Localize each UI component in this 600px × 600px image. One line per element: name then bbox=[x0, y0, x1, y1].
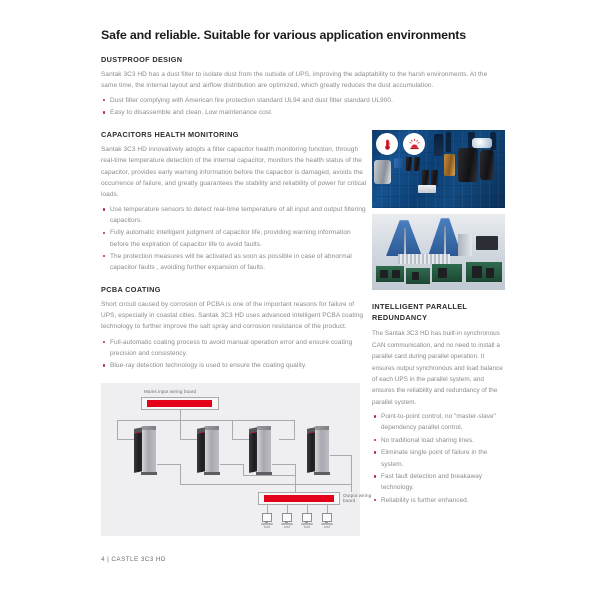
diagram-connector bbox=[267, 505, 268, 513]
diagram-connector bbox=[243, 464, 244, 475]
diagram-connector bbox=[157, 464, 181, 465]
page-title: Safe and reliable. Suitable for various application environments bbox=[101, 28, 466, 42]
section-heading-parallel bbox=[372, 302, 505, 323]
ups-unit bbox=[197, 427, 220, 473]
section-heading-parallel-line1: INTELLIGENT PARALLEL bbox=[372, 302, 468, 312]
heatsink-board-photo bbox=[372, 214, 505, 290]
list-item: The protection measures will be activated as soon as possible in case of abnormal capacitor faults , avoiding further expansion of faults. bbox=[101, 251, 368, 273]
load-label: load bbox=[263, 524, 271, 529]
ups-base bbox=[314, 472, 330, 475]
mains-input-bus-bar bbox=[147, 400, 212, 407]
ups-front-panel bbox=[205, 427, 219, 472]
load-monitor-screen bbox=[262, 513, 272, 522]
diagram-label-output-line1: Output wiring bbox=[343, 493, 372, 499]
list-item: Use temperature sensors to detect real-time temperature of all input and output filtering capacitors. bbox=[101, 204, 368, 226]
pcb-component bbox=[406, 157, 412, 171]
pcb-chip bbox=[486, 268, 494, 278]
ups-unit bbox=[249, 427, 272, 473]
diagram-connector bbox=[327, 505, 328, 513]
diagram-connector bbox=[272, 464, 296, 465]
list-item: Fast fault detection and breakaway technology. bbox=[372, 471, 505, 494]
section-capacitors-health-monitoring bbox=[101, 130, 368, 273]
capacitor-board-photo bbox=[372, 130, 505, 208]
bullet-list-pcba bbox=[101, 337, 368, 372]
page-footer: 4 | CASTLE 3C3 HD bbox=[101, 556, 166, 563]
load-label: load bbox=[283, 524, 291, 529]
bullet-list-parallel bbox=[372, 411, 505, 506]
load-label: load bbox=[303, 524, 311, 529]
list-item: Easy to disassemble and clean. Low maintenance cost. bbox=[101, 107, 505, 118]
page-content bbox=[101, 28, 505, 536]
diagram-connector bbox=[232, 420, 233, 440]
list-item: Eliminate single point of failure in the system. bbox=[372, 447, 505, 470]
diagram-connector bbox=[180, 420, 181, 440]
diagram-connector bbox=[287, 505, 288, 513]
pcb-component bbox=[394, 158, 403, 168]
section-paragraph-dustproof: Santak 3C3 HD has a dust filter to isolate dust from the outside of UPS, improving the adaptability to the harsh environments. At the same time, the internal layout and airflow distribution are optimized, which greatly reduces the dust accumulation. bbox=[101, 70, 488, 89]
load-monitor-screen bbox=[322, 513, 332, 522]
section-paragraph-capacitors: Santak 3C3 HD innovatively adopts a filter capacitor health monitoring function, through real-time temperature detection of the internal capacitor, monitors the health status of the capacitor, provides early warning information before the capacitor is damaged, avoids the occurrence of failure, and greatly guarantees the stability and reliability of power for critical loads. bbox=[101, 146, 367, 198]
ups-top-cap bbox=[205, 426, 219, 430]
list-item: Fully automatic intelligent judgment of capacitor life, providing warning information before the expiration of capacitor life to avoid faults. bbox=[101, 227, 368, 249]
diagram-connector bbox=[243, 475, 296, 476]
ups-base bbox=[204, 472, 220, 475]
parallel-redundancy-diagram bbox=[101, 383, 372, 536]
pcb-board bbox=[432, 264, 462, 282]
heatsink-fin bbox=[444, 226, 446, 254]
diagram-connector bbox=[117, 420, 118, 440]
bullet-list-capacitors bbox=[101, 204, 368, 273]
section-pcba-coating bbox=[101, 285, 368, 371]
ups-front-panel bbox=[142, 427, 156, 472]
ups-unit bbox=[134, 427, 157, 473]
load-monitor-screen bbox=[282, 513, 292, 522]
bullet-list-dustproof bbox=[101, 95, 505, 118]
diagram-label-output-line2: board bbox=[343, 498, 356, 504]
photo-icon-badges bbox=[376, 133, 425, 155]
pcb-component bbox=[431, 170, 438, 186]
section-heading-parallel-line2: REDUNDANCY bbox=[372, 312, 428, 322]
diagram-connector bbox=[294, 420, 295, 440]
left-column bbox=[101, 130, 372, 536]
pcb-component bbox=[444, 154, 455, 176]
heatsink-fin-array bbox=[398, 254, 450, 264]
pcb-component bbox=[458, 148, 478, 182]
load-device bbox=[321, 513, 333, 529]
section-heading-capacitors: CAPACITORS HEALTH MONITORING bbox=[101, 130, 239, 140]
section-paragraph-pcba: Short circuit caused by corrosion of PCBA is one of the important reasons for failure of UPS, especially in coastal cities. Santak 3C3 HD uses advanced intelligent PCBA coating technology to further improve the salt spray and corrosion resistance of the product. bbox=[101, 301, 364, 331]
pcb-module bbox=[476, 236, 498, 250]
pcb-chip bbox=[472, 266, 482, 278]
list-item: Dust filter complying with American fire protection standard UL94 and dust filter standard UL900. bbox=[101, 95, 505, 106]
heatsink-block bbox=[458, 234, 472, 256]
load-device bbox=[261, 513, 273, 529]
section-heading-dustproof: DUSTPROOF DESIGN bbox=[101, 54, 183, 64]
pcb-component bbox=[434, 134, 443, 156]
list-item: Reliability is further enhanced. bbox=[372, 495, 505, 506]
load-monitor-screen bbox=[302, 513, 312, 522]
heatsink-fin bbox=[404, 228, 406, 254]
ups-base bbox=[141, 472, 157, 475]
section-intelligent-parallel-redundancy bbox=[372, 302, 505, 506]
alarm-siren-icon bbox=[403, 133, 425, 155]
diagram-connector bbox=[307, 505, 308, 513]
diagram-connector bbox=[220, 464, 244, 465]
ups-front-panel bbox=[257, 427, 271, 472]
pcb-component bbox=[446, 132, 451, 152]
pcb-chip bbox=[412, 272, 419, 280]
list-item: No traditional load sharing lines. bbox=[372, 435, 505, 446]
ups-top-cap bbox=[257, 426, 271, 430]
diagram-connector bbox=[330, 455, 352, 456]
diagram-connector bbox=[295, 484, 352, 485]
ups-unit bbox=[307, 427, 330, 473]
diagram-connector bbox=[351, 455, 352, 492]
diagram-connector bbox=[180, 410, 181, 420]
section-dustproof-design bbox=[101, 55, 505, 119]
pcb-component bbox=[414, 157, 420, 171]
list-item: Full-automatic coating process to avoid manual operation error and ensure coating precision and consistency. bbox=[101, 337, 368, 359]
load-label: load bbox=[323, 524, 331, 529]
main-two-column-layout bbox=[101, 130, 505, 536]
right-column bbox=[368, 130, 505, 536]
diagram-connector bbox=[180, 464, 181, 484]
diagram-connector bbox=[279, 439, 295, 440]
ups-top-cap bbox=[142, 426, 156, 430]
thermometer-icon bbox=[376, 133, 398, 155]
pcb-chip bbox=[380, 270, 388, 278]
load-device bbox=[301, 513, 313, 529]
diagram-label-mains-input: Mains input wiring board bbox=[144, 389, 197, 395]
pcb-component bbox=[374, 160, 391, 184]
output-bus-bar bbox=[264, 495, 334, 502]
ups-front-panel bbox=[315, 427, 329, 472]
diagram-output-bus bbox=[180, 484, 296, 485]
pcb-chip bbox=[438, 268, 447, 278]
pcb-connector bbox=[418, 185, 436, 193]
load-device bbox=[281, 513, 293, 529]
list-item: Point-to-point control, no "master-slave" dependency parallel control. bbox=[372, 411, 505, 434]
pcb-chip bbox=[392, 270, 400, 278]
ups-top-cap bbox=[315, 426, 329, 430]
pcb-component bbox=[422, 170, 429, 186]
pcb-component bbox=[472, 138, 492, 148]
diagram-connector bbox=[295, 464, 296, 492]
list-item: Blue-ray detection technology is used to ensure the coating quality. bbox=[101, 360, 368, 371]
section-heading-pcba: PCBA COATING bbox=[101, 285, 161, 295]
pcb-component bbox=[480, 150, 494, 180]
diagram-input-bus bbox=[117, 420, 295, 421]
section-paragraph-parallel: The Santak 3C3 HD has built-in synchronous CAN communication, and no need to install a parallel card during parallel operation. It ensures output synchronous and load balance of each UPS in the parallel system, and ensures the reliability and redundancy of the parallel system. bbox=[372, 330, 503, 406]
